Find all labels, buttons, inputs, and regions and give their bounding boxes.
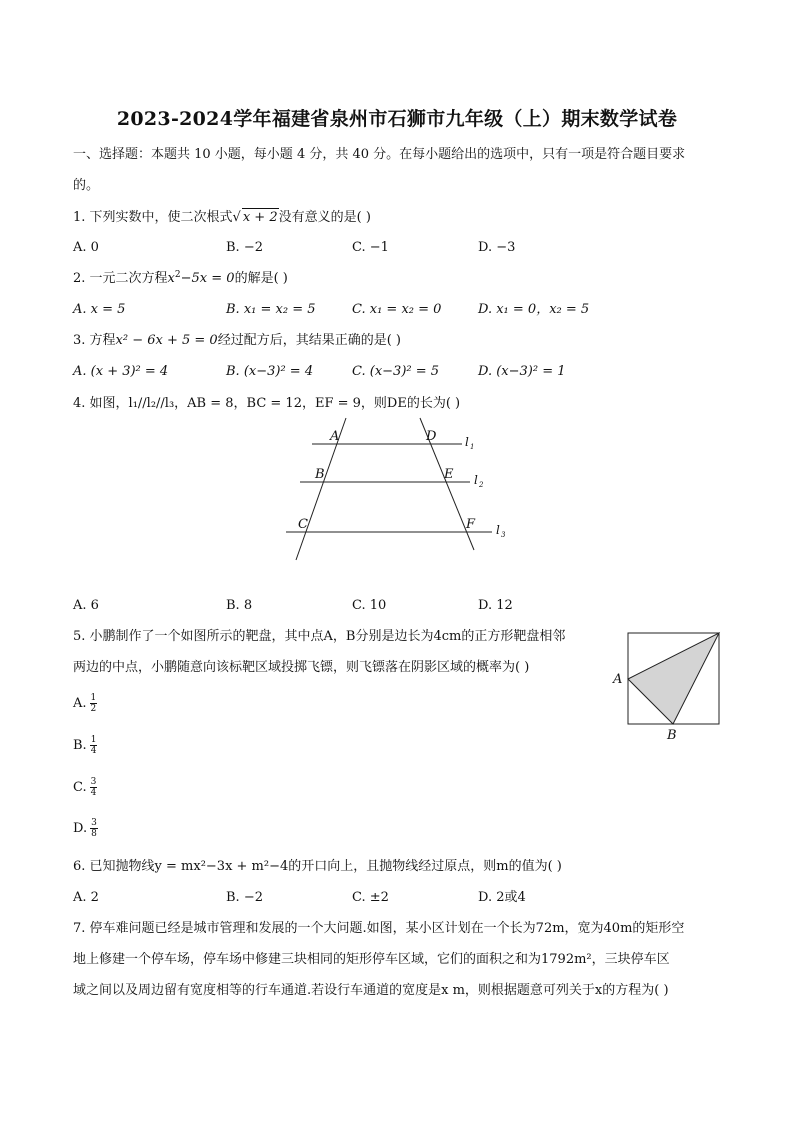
dartboard-figure — [610, 628, 730, 748]
q5-option-c[interactable]: C. $\frac{3}{4}$ — [73, 777, 97, 798]
question-7-line3: 域之间以及周边留有宽度相等的行车通道.若设行车通道的宽度是x m，则根据题意可列关于x的方程为( ) — [73, 983, 669, 998]
q5-option-a[interactable]: A. $\frac{1}{2}$ — [73, 693, 97, 714]
q4-option-b[interactable]: B. 8 — [226, 598, 253, 613]
page-title: 2023-2024学年福建省泉州市石狮市九年级（上）期末数学试卷 — [116, 108, 678, 130]
q3-option-b[interactable]: B. (x−3)² = 4 — [226, 364, 314, 379]
q1-option-d[interactable]: D. −3 — [478, 240, 516, 255]
q1-radicand: x + 2 — [242, 210, 278, 225]
label-l2-sub: 2 — [479, 481, 484, 489]
label-B: B — [315, 467, 325, 482]
question-3 — [73, 332, 401, 350]
question-5-line1: 5. 小鹏制作了一个如图所示的靶盘，其中点A，B分别是边长为4cm的正方形靶盘相邻 — [73, 629, 566, 644]
label-l2: l — [474, 473, 478, 487]
q1-text-post: 没有意义的是( ) — [278, 210, 371, 225]
q2-text-pre: 2. 一元二次方程 — [73, 271, 168, 286]
q6-option-d[interactable]: D. 2或4 — [478, 890, 526, 905]
q2-option-b[interactable]: B. x₁ = x₂ = 5 — [226, 302, 316, 317]
parallel-lines-figure — [282, 418, 522, 568]
q4-option-c[interactable]: C. 10 — [352, 598, 387, 613]
q1-option-c[interactable]: C. −1 — [352, 240, 389, 255]
label-A: A — [330, 429, 340, 444]
label-E: E — [444, 467, 454, 482]
q5-option-b[interactable]: B. $\frac{1}{4}$ — [73, 735, 97, 756]
question-5-line2: 两边的中点，小鹏随意向该标靶区域投掷飞镖，则飞镖落在阴影区域的概率为( ) — [73, 660, 530, 675]
q4-option-d[interactable]: D. 12 — [478, 598, 513, 613]
label-l1: l — [465, 435, 469, 449]
q3-equation: x² − 6x + 5 = 0 — [115, 333, 218, 348]
label-F: F — [466, 517, 476, 532]
label-l1-sub: 1 — [470, 443, 475, 451]
q1-option-b[interactable]: B. −2 — [226, 240, 263, 255]
q2-option-a[interactable]: A. x = 5 — [73, 302, 126, 317]
question-4: 4. 如图，l₁//l₂//l₃，AB = 8，BC = 12，EF = 9，则DE的长为( ) — [73, 396, 461, 411]
label-l3-sub: 3 — [501, 531, 506, 539]
q2-equation-rest: −5x = 0 — [180, 271, 235, 286]
q1-text-pre: 1. 下列实数中，使二次根式 — [73, 210, 233, 225]
q3-option-d[interactable]: D. (x−3)² = 1 — [478, 364, 566, 379]
q5-option-d[interactable]: D. $\frac{3}{8}$ — [73, 818, 97, 839]
q4-option-a[interactable]: A. 6 — [73, 598, 99, 613]
section-heading-line2: 的。 — [73, 178, 100, 193]
q3-text-post: 经过配方后，其结果正确的是( ) — [217, 333, 401, 348]
q3-text-pre: 3. 方程 — [73, 333, 116, 348]
q1-option-a[interactable]: A. 0 — [73, 240, 99, 255]
section-heading-line1: 一、选择题：本题共 10 小题，每小题 4 分，共 40 分。在每小题给出的选项中，只有一项是符合题目要求 — [73, 147, 686, 162]
radical-sign: √ — [232, 210, 241, 225]
q6-option-a[interactable]: A. 2 — [73, 890, 99, 905]
q2-option-d[interactable]: D. x₁ = 0，x₂ = 5 — [478, 302, 590, 317]
q6-option-c[interactable]: C. ±2 — [352, 890, 389, 905]
q3-option-a[interactable]: A. (x + 3)² = 4 — [73, 364, 169, 379]
q2-option-c[interactable]: C. x₁ = x₂ = 0 — [352, 302, 442, 317]
question-6: 6. 已知抛物线y = mx²−3x + m²−4的开口向上，且抛物线经过原点，则m的值为( ) — [73, 859, 562, 874]
q2-text-post: 的解是( ) — [234, 271, 288, 286]
q6-option-b[interactable]: B. −2 — [226, 890, 263, 905]
label-D: D — [426, 429, 437, 444]
label-point-A: A — [613, 672, 623, 687]
label-point-B: B — [667, 728, 677, 743]
question-7-line2: 地上修建一个停车场，停车场中修建三块相同的矩形停车区域，它们的面积之和为1792m²，三块停车区 — [73, 952, 670, 967]
question-1 — [73, 208, 371, 227]
label-C: C — [298, 517, 308, 532]
q3-option-c[interactable]: C. (x−3)² = 5 — [352, 364, 440, 379]
q2-equation-x: x — [167, 271, 175, 286]
question-7-line1: 7. 停车难问题已经是城市管理和发展的一个大问题.如图，某小区计划在一个长为72m，宽为40m的矩形空 — [73, 921, 685, 936]
label-l3: l — [496, 523, 500, 537]
question-2: 2. 一元二次方程$x^2-5x = 0$的解是( ) — [73, 270, 288, 286]
